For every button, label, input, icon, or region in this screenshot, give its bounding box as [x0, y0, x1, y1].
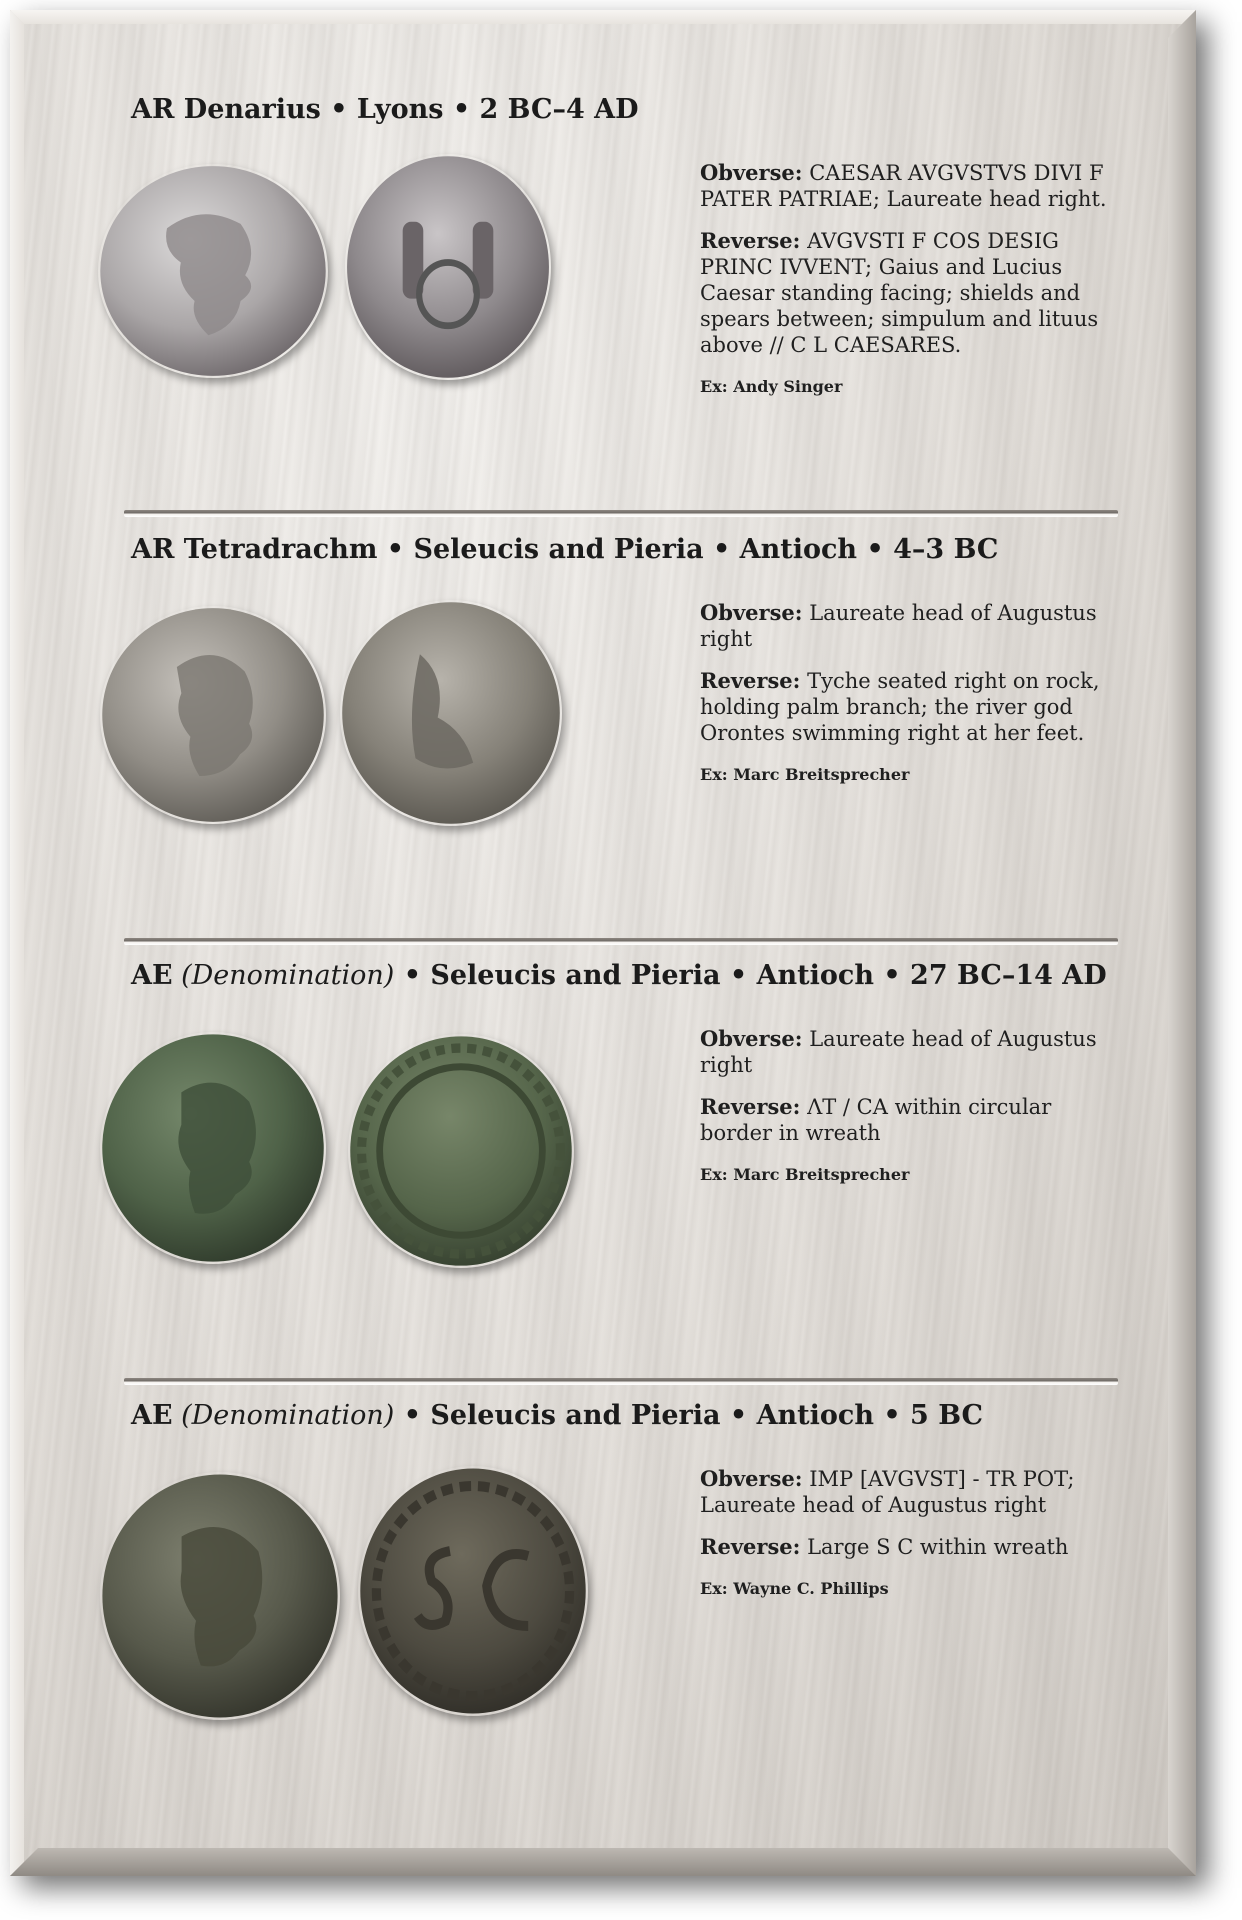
reverse-coin-image	[340, 600, 562, 826]
bevel-right	[1168, 10, 1196, 1876]
obverse-description: Obverse: Laureate head of Augustus right	[700, 600, 1097, 651]
entry-title: AE (Denomination) • Seleucis and Pieria • Antioch • 5 BC	[131, 1400, 984, 1431]
obverse-description: Obverse: CAESAR AVGVSTVS DIVI F PATER PATRIAE; Laureate head right.	[700, 160, 1107, 211]
coin-display-board	[10, 10, 1196, 1876]
reverse-description: Reverse: Large S C within wreath	[700, 1534, 1069, 1559]
reverse-description: Reverse: Tyche seated right on rock, holding palm branch; the river god Orontes swimming right at her feet.	[700, 668, 1100, 745]
entry-title: AR Tetradrachm • Seleucis and Pieria • Antioch • 4–3 BC	[131, 534, 999, 565]
obverse-coin-image	[98, 164, 328, 378]
provenance: Ex: Wayne C. Phillips	[700, 1579, 889, 1598]
obverse-description: Obverse: IMP [AVGVST] - TR POT; Laureate head of Augustus right	[700, 1466, 1075, 1517]
entry-title: AR Denarius • Lyons • 2 BC–4 AD	[131, 94, 639, 125]
provenance: Ex: Andy Singer	[700, 377, 843, 396]
entry-description	[700, 1466, 1120, 1602]
bevel-bottom	[10, 1848, 1196, 1876]
reverse-coin-image	[345, 154, 551, 380]
provenance: Ex: Marc Breitsprecher	[700, 1165, 910, 1184]
entry-title: AE (Denomination) • Seleucis and Pieria • Antioch • 27 BC–14 AD	[131, 960, 1107, 991]
reverse-coin-image	[348, 1034, 574, 1268]
obverse-coin-image	[100, 1472, 340, 1720]
obverse-coin-image	[100, 1032, 326, 1264]
reverse-coin-image	[358, 1466, 588, 1716]
reverse-description: Reverse: ΛT / CA within circular border in wreath	[700, 1094, 1052, 1145]
section-divider	[124, 938, 1118, 945]
section-divider	[124, 1378, 1118, 1385]
obverse-coin-image	[100, 606, 326, 824]
section-divider	[124, 510, 1118, 517]
entry-description	[700, 160, 1120, 400]
reverse-description: Reverse: AVGVSTI F COS DESIG PRINC IVVENT; Gaius and Lucius Caesar standing facing; shields and spears between; simpulum and lituus above // C L CAESARES.	[700, 228, 1099, 357]
bevel-left	[10, 10, 24, 1876]
entry-description	[700, 1026, 1120, 1188]
obverse-description: Obverse: Laureate head of Augustus right	[700, 1026, 1097, 1077]
provenance: Ex: Marc Breitsprecher	[700, 765, 910, 784]
entry-description	[700, 600, 1120, 788]
bevel-top	[10, 10, 1196, 24]
